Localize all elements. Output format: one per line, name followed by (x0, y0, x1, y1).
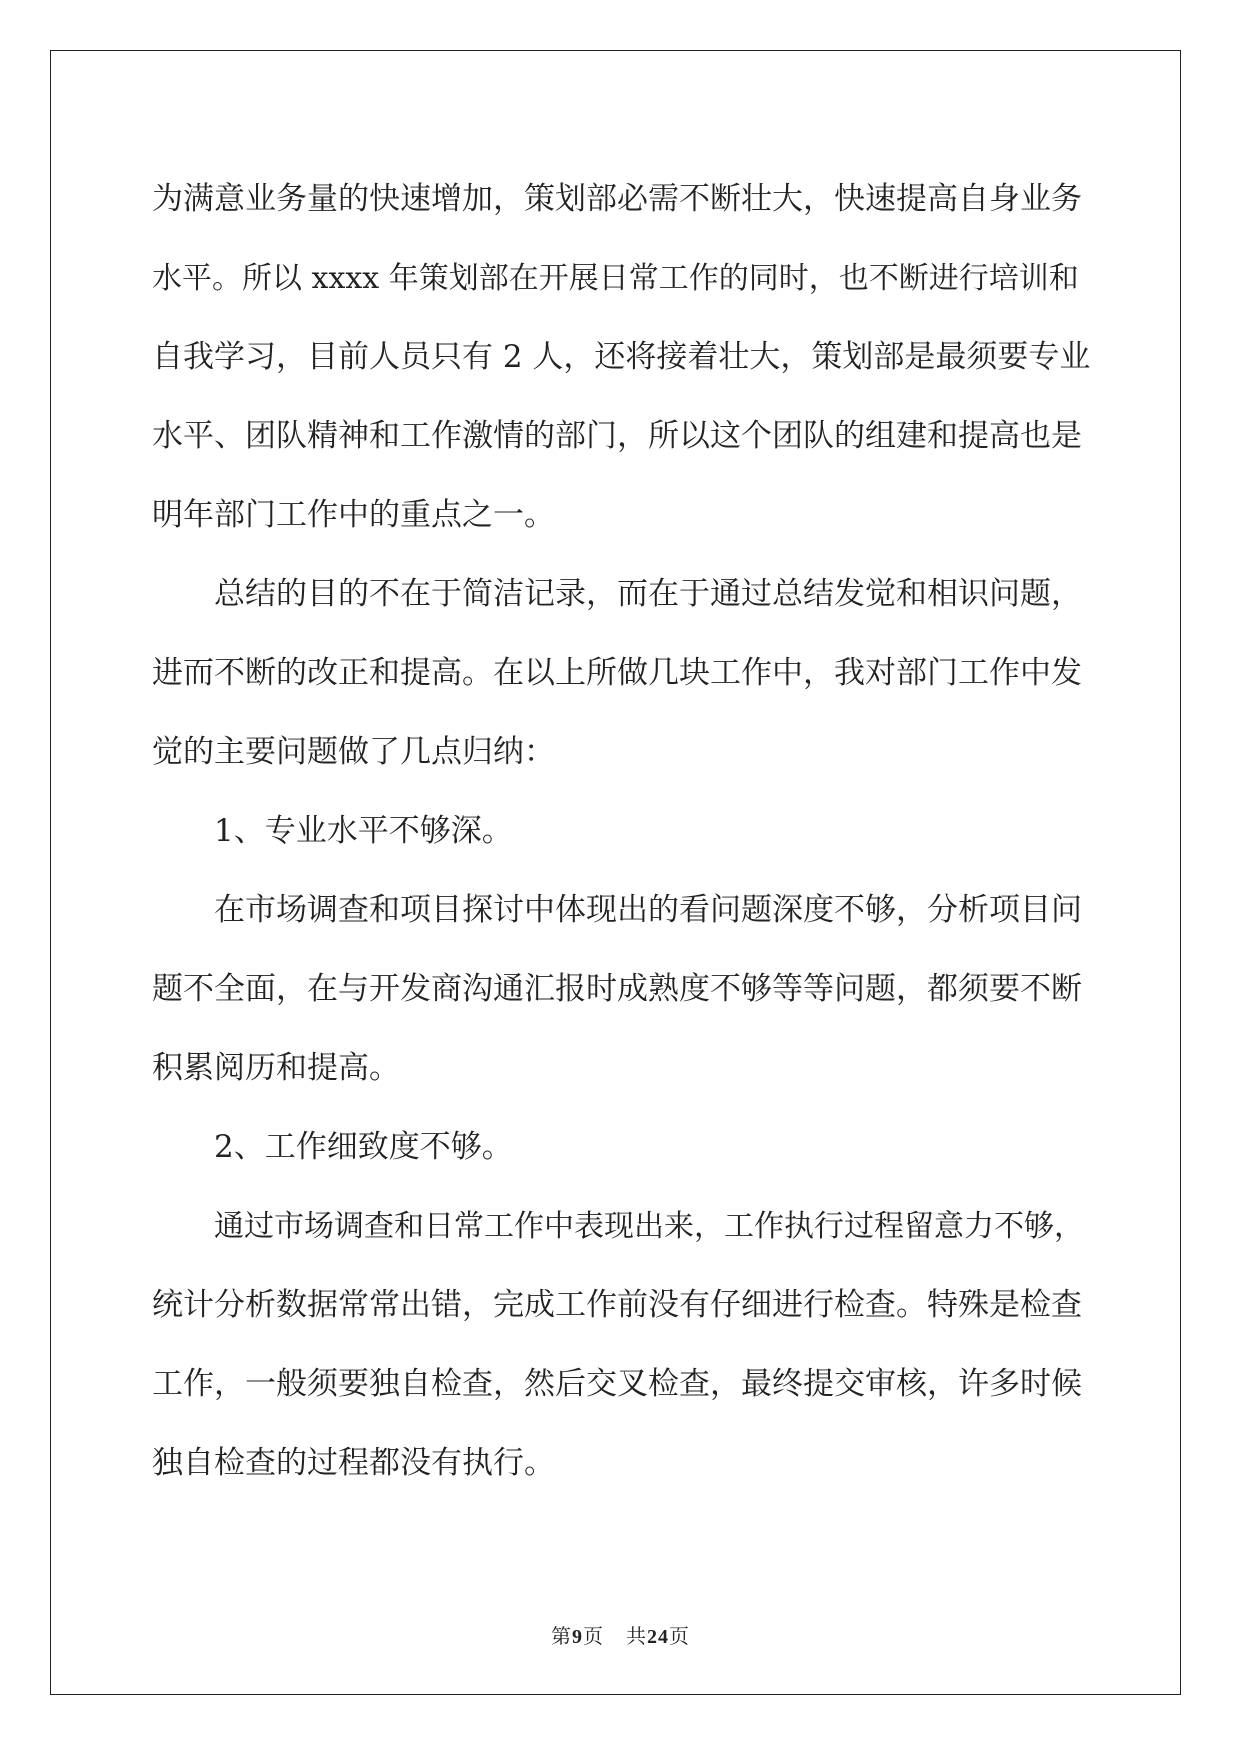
footer-total-pages: 24 (647, 1626, 669, 1648)
footer-total-unit: 页 (669, 1626, 690, 1648)
text-line: 自我学习，目前人员只有 2 人，还将接着壮大，策划部是最须要专业 (152, 339, 1091, 375)
text-line: 水平、团队精神和工作激情的部门，所以这个团队的组建和提高也是 (152, 418, 1082, 454)
text-line: 统计分析数据常常出错，完成工作前没有仔细进行检查。特殊是检查 (152, 1287, 1082, 1323)
text-line: 水平。所以 xxxx 年策划部在开展日常工作的同时，也不断进行培训和 (152, 261, 1079, 296)
text-line: 为满意业务量的快速增加，策划部必需不断壮大，快速提高自身业务 (152, 181, 1082, 217)
text-line: 独自检查的过程都没有执行。 (152, 1445, 555, 1481)
text-line: 总结的目的不在于简洁记录，而在于通过总结发觉和相识问题， (214, 576, 1082, 612)
list-heading: 2、工作细致度不够。 (214, 1129, 513, 1165)
footer-page-unit: 页 (583, 1626, 604, 1648)
footer-prefix: 第 (551, 1626, 572, 1648)
text-line: 积累阅历和提高。 (152, 1050, 400, 1086)
page-footer (0, 1620, 1241, 1649)
text-line: 题不全面，在与开发商沟通汇报时成熟度不够等等问题，都须要不断 (152, 971, 1082, 1007)
text-line: 通过市场调查和日常工作中表现出来，工作执行过程留意力不够， (214, 1209, 1084, 1244)
footer-current-page: 9 (572, 1626, 583, 1648)
text-line: 觉的主要问题做了几点归纳： (152, 734, 555, 770)
list-heading: 1、专业水平不够深。 (214, 813, 513, 849)
text-line: 在市场调查和项目探讨中体现出的看问题深度不够，分析项目问 (214, 892, 1082, 928)
footer-total-prefix: 共 (626, 1626, 647, 1648)
document-body (152, 160, 1092, 1503)
text-line: 工作，一般须要独自检查，然后交叉检查，最终提交审核，许多时候 (152, 1366, 1082, 1402)
text-line: 进而不断的改正和提高。在以上所做几块工作中，我对部门工作中发 (152, 655, 1082, 691)
text-line: 明年部门工作中的重点之一。 (152, 497, 555, 533)
